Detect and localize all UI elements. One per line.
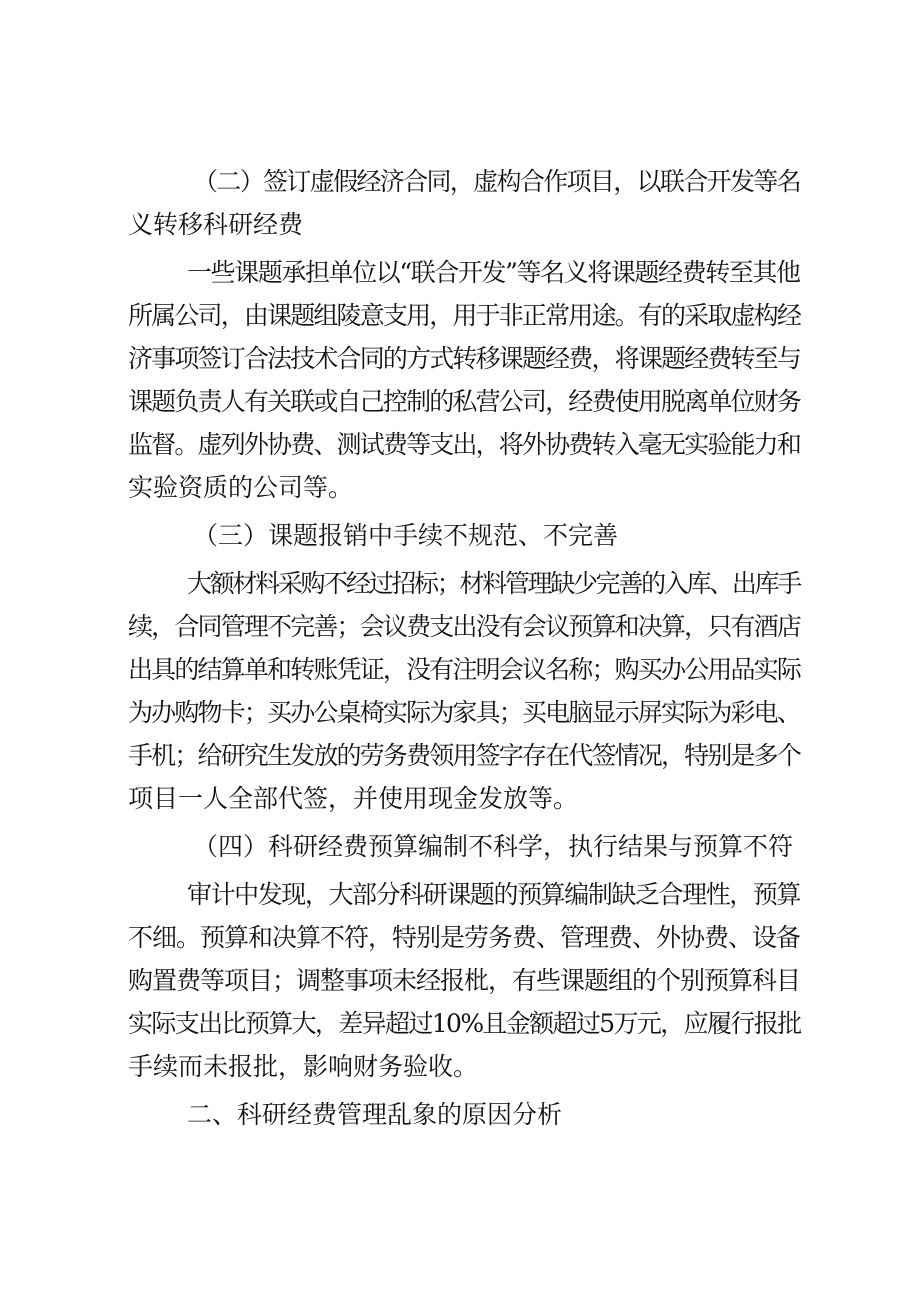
section-3-heading: （三）课题报销中手续不规范、不完善 xyxy=(193,521,619,550)
section-2-body-line-3: 济事项签订合法技术合同的方式转移课题经费，将课题经费转至与 xyxy=(128,344,801,373)
section-3-body-line-4: 为办购物卡；买办公桌椅实际为家具；买电脑显示屏实际为彩电、 xyxy=(128,698,801,727)
section-4-heading: （四）科研经费预算编制不科学，执行结果与预算不符 xyxy=(193,832,794,861)
section-2-body-line-5: 监督。虚列外协费、测试费等支出，将外协费转入毫无实验能力和 xyxy=(128,430,801,459)
section-4-body-line-2: 不细。预算和决算不符，特别是劳务费、管理费、外协费、设备 xyxy=(128,923,801,952)
section-2-body-line-4: 课题负责人有关联或自己控制的私营公司，经费使用脱离单位财务 xyxy=(128,387,801,416)
section-3-body-line-3: 出具的结算单和转账凭证，没有注明会议名称；购买办公用品实际 xyxy=(128,655,801,684)
section-2-heading-line-1: （二）签订虚假经济合同，虚构合作项目，以联合开发等名 xyxy=(193,167,801,196)
section-2-body-line-1: 一些课题承担单位以“联合开发”等名义将课题经费转至其他 xyxy=(187,258,800,287)
section-4-body-line-4: 实际支出比预算大，差异超过10%且金额超过5万元，应履行报批 xyxy=(128,1009,801,1038)
section-2-heading-line-2: 义转移科研经费 xyxy=(128,210,304,239)
section-4-body-line-5: 手续而未报批，影响财务验收。 xyxy=(128,1052,479,1081)
section-4-body-line-1: 审计中发现，大部分科研课题的预算编制缺乏合理性，预算 xyxy=(187,880,801,909)
section-3-body-line-1: 大额材料采购不经过招标；材料管理缺少完善的入库、出库手 xyxy=(187,569,801,598)
section-2-body-line-2: 所属公司，由课题组陵意支用，用于非正常用途。有的采取虚构经 xyxy=(128,301,801,330)
section-4-body-line-3: 购置费等项目；调整事项未经报枇，有些课题组的个别预算科目 xyxy=(128,966,801,995)
section-3-body-line-2: 续，合同管理不完善；会议费支出没有会议预算和决算，只有酒店 xyxy=(128,612,801,641)
part-2-heading: 二、科研经费管理乱象的原因分析 xyxy=(187,1100,563,1129)
section-2-body-line-6: 实验资质的公司等。 xyxy=(128,473,354,502)
section-3-body-line-6: 项目一人全部代签，并使用现金发放等。 xyxy=(128,784,579,813)
section-3-body-line-5: 手机；给研究生发放的劳务费领用签字存在代签情况，特别是多个 xyxy=(128,741,801,770)
